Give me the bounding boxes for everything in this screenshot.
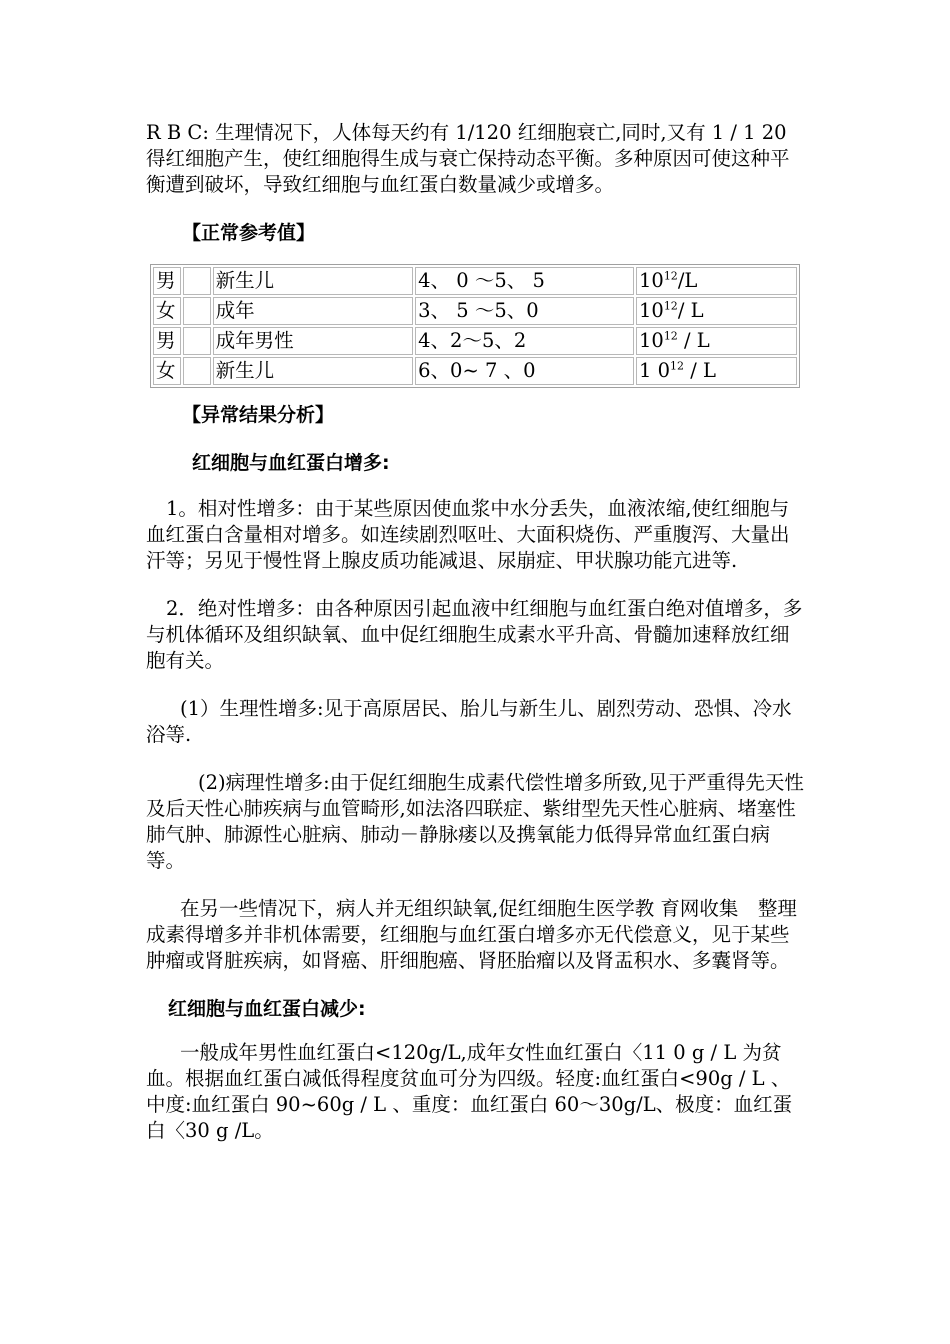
unit-tail: /L	[677, 269, 698, 292]
unit-cell	[636, 267, 797, 295]
abnormal-analysis-heading: 【异常结果分析】	[182, 404, 335, 426]
reference-value-table	[150, 264, 800, 388]
blank-cell	[183, 297, 211, 325]
unit-base: 10	[638, 269, 664, 292]
decrease-heading: 红细胞与血红蛋白减少:	[168, 998, 366, 1020]
group-cell: 新生儿	[213, 267, 413, 295]
unit-tail: / L	[684, 359, 716, 382]
unit-cell	[636, 357, 797, 385]
sex-cell: 男	[153, 327, 181, 355]
table-row	[153, 297, 797, 325]
physiological-increase-paragraph: (1）生理性增多:见于高原居民、胎儿与新生儿、剧烈劳动、恐惧、冷水浴等.	[146, 697, 792, 746]
relative-increase-paragraph: 1。相对性增多：由于某些原因使血浆中水分丢失，血液浓缩,使红细胞与血红蛋白含量相对增多。如连续剧烈呕吐、大面积烧伤、严重腹泻、大量出汗等；另见于慢性肾上腺皮质功能减退、尿崩症、甲状腺功能亢进等.	[146, 497, 790, 572]
range-cell: 6、0~ 7 、0	[415, 357, 634, 385]
table-row	[153, 327, 797, 355]
range-cell: 4、 0 ～5、 5	[415, 267, 634, 295]
increase-heading: 红细胞与血红蛋白增多:	[192, 452, 390, 474]
group-cell: 成年	[213, 297, 413, 325]
blank-cell	[183, 327, 211, 355]
unit-cell	[636, 327, 797, 355]
table-row	[153, 267, 797, 295]
unit-base: 10	[638, 299, 664, 322]
unit-base: 1 0	[638, 359, 670, 382]
group-cell: 成年男性	[213, 327, 413, 355]
table-row	[153, 357, 797, 385]
unit-exponent: 12	[670, 359, 684, 373]
document-page	[146, 120, 806, 1166]
unit-exponent: 12	[663, 329, 678, 343]
unit-exponent: 12	[663, 299, 678, 313]
group-cell: 新生儿	[213, 357, 413, 385]
sex-cell: 男	[153, 267, 181, 295]
unit-cell	[636, 297, 797, 325]
absolute-increase-paragraph: 2．绝对性增多：由各种原因引起血液中红细胞与血红蛋白绝对值增多，多与机体循环及组织缺氧、血中促红细胞生成素水平升高、骨髓加速释放红细胞有关。	[146, 597, 803, 672]
range-cell: 4、2～5、2	[415, 327, 634, 355]
unit-tail: / L	[677, 299, 704, 322]
range-cell: 3、 5 ～5、0	[415, 297, 634, 325]
unit-tail: / L	[677, 329, 710, 352]
other-cases-paragraph: 在另一些情况下，病人并无组织缺氧,促红细胞生医学教 育网收集 整理成素得增多并非机体需要，红细胞与血红蛋白增多亦无代偿意义，见于某些肿瘤或肾脏疾病，如肾癌、肝细胞癌、肾胚胎瘤以及肾盂积水、多囊肾等。	[146, 897, 797, 972]
unit-base: 10	[638, 329, 664, 352]
sex-cell: 女	[153, 297, 181, 325]
anemia-grading-paragraph: 一般成年男性血红蛋白<120g/L,成年女性血红蛋白〈11 0 g / L 为贫血。根据血红蛋白减低得程度贫血可分为四级。轻度:血红蛋白<90g / L 、中度:血红蛋白 90~60g / L 、重度：血红蛋白 60～30g/L、极度：血红蛋白〈30 g /L。	[146, 1041, 793, 1142]
pathological-increase-paragraph: (2)病理性增多:由于促红细胞生成素代偿性增多所致,见于严重得先天性及后天性心肺疾病与血管畸形,如法洛四联症、紫绀型先天性心脏病、堵塞性肺气肿、肺源性心脏病、肺动－静脉瘘以及携氧能力低得异常血红蛋白病等。	[146, 771, 804, 872]
intro-paragraph: R B C: 生理情况下，人体每天约有 1/120 红细胞衰亡,同时,又有 1 / 1 20 得红细胞产生，使红细胞得生成与衰亡保持动态平衡。多种原因可使这种平衡遭到破坏，导致红细胞与血红蛋白数量减少或增多。	[146, 121, 790, 196]
blank-cell	[183, 357, 211, 385]
unit-exponent: 12	[663, 269, 678, 283]
normal-reference-heading: 【正常参考值】	[182, 222, 316, 244]
blank-cell	[183, 267, 211, 295]
sex-cell: 女	[153, 357, 181, 385]
